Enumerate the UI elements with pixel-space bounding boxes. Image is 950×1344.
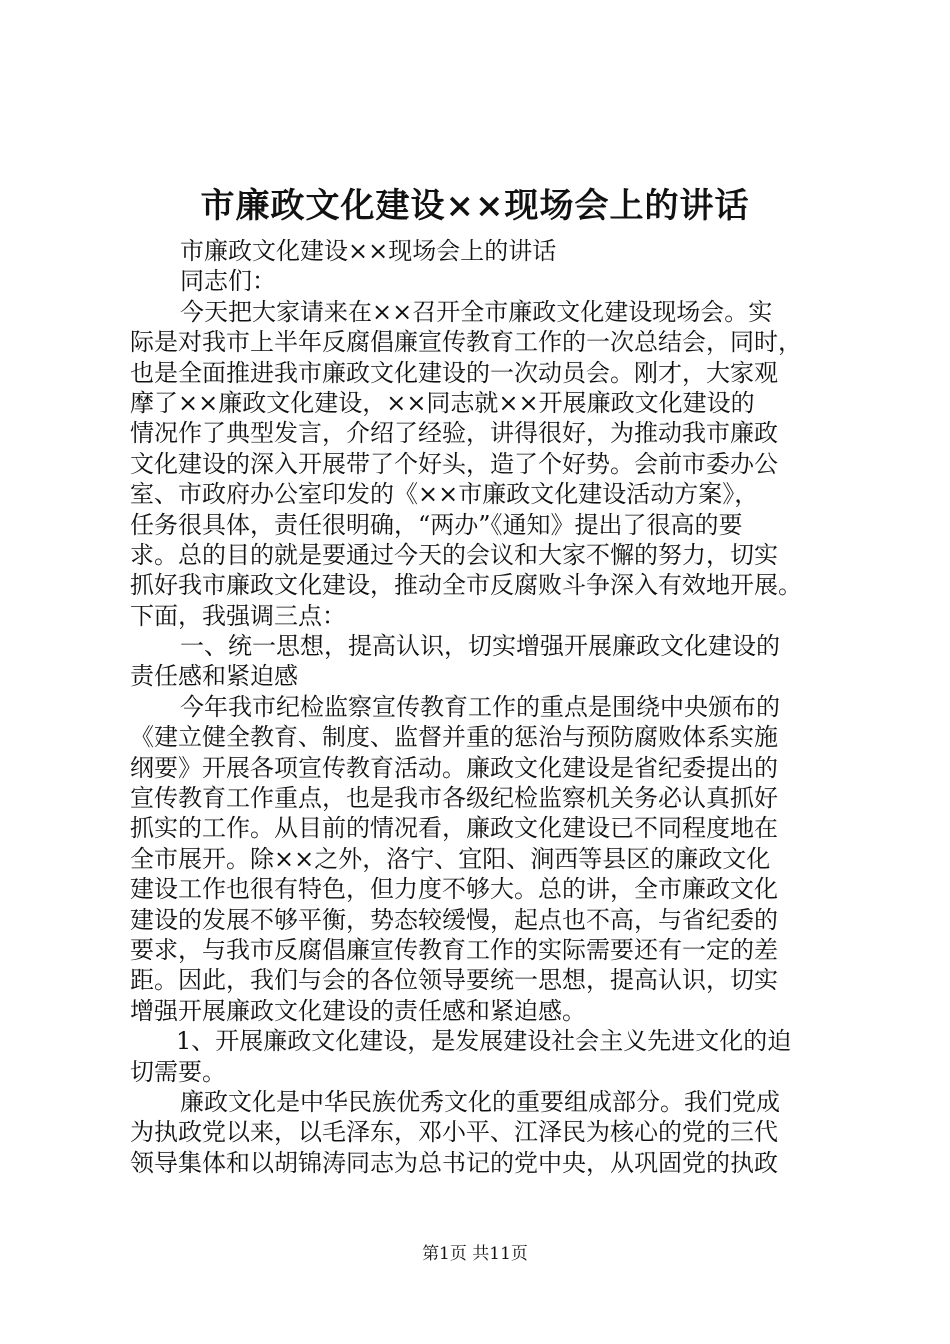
body-line: 领导集体和以胡锦涛同志为总书记的党中央，从巩固党的执政 — [130, 1148, 778, 1177]
body-line: 《建立健全教育、制度、监督并重的惩治与预防腐败体系实施 — [130, 723, 778, 752]
body-line: 今年我市纪检监察宣传教育工作的重点是围绕中央颁布的 — [180, 692, 780, 721]
body-line: 下面，我强调三点： — [130, 601, 346, 630]
body-line: 廉政文化是中华民族优秀文化的重要组成部分。我们党成 — [180, 1087, 780, 1116]
body-line: 际是对我市上半年反腐倡廉宣传教育工作的一次总结会，同时， — [130, 328, 802, 357]
body-line: 也是全面推进我市廉政文化建设的一次动员会。刚才，大家观 — [130, 358, 778, 387]
body-line: 摩了××廉政文化建设，××同志就××开展廉政文化建设的 — [130, 388, 755, 417]
body-line: 任务很具体，责任很明确，“两办”《通知》提出了很高的要 — [130, 510, 743, 539]
body-line: 要求，与我市反腐倡廉宣传教育工作的实际需要还有一定的差 — [130, 935, 778, 964]
body-line: 抓好我市廉政文化建设，推动全市反腐败斗争深入有效地开展。 — [130, 571, 802, 600]
document-body — [130, 236, 830, 1178]
body-line: 同志们： — [180, 267, 276, 296]
body-line: 纲要》开展各项宣传教育活动。廉政文化建设是省纪委提出的 — [130, 753, 778, 782]
body-line: 市廉政文化建设××现场会上的讲话 — [180, 237, 557, 265]
body-line: 1、开展廉政文化建设，是发展建设社会主义先进文化的迫 — [176, 1027, 792, 1056]
body-line: 为执政党以来，以毛泽东，邓小平、江泽民为核心的党的三代 — [130, 1118, 778, 1147]
body-line: 建设工作也很有特色，但力度不够大。总的讲，全市廉政文化 — [130, 875, 778, 904]
body-line: 宣传教育工作重点，也是我市各级纪检监察机关务必认真抓好 — [130, 784, 778, 813]
body-line: 责任感和紧迫感 — [130, 662, 298, 691]
body-line: 情况作了典型发言，介绍了经验，讲得很好，为推动我市廉政 — [130, 419, 778, 448]
body-line: 一、统一思想，提高认识，切实增强开展廉政文化建设的 — [180, 632, 780, 661]
body-line: 室、市政府办公室印发的《××市廉政文化建设活动方案》， — [130, 480, 759, 509]
body-line: 抓实的工作。从目前的情况看，廉政文化建设已不同程度地在 — [130, 814, 778, 843]
body-line: 建设的发展不够平衡，势态较缓慢，起点也不高，与省纪委的 — [130, 905, 778, 934]
body-line: 求。总的目的就是要通过今天的会议和大家不懈的努力，切实 — [130, 540, 778, 569]
page-footer: 第1页 共11页 — [422, 1244, 528, 1264]
body-line: 文化建设的深入开展带了个好头，造了个好势。会前市委办公 — [130, 449, 778, 478]
body-line: 全市展开。除××之外，洛宁、宜阳、涧西等县区的廉政文化 — [130, 844, 771, 873]
document-title: 市廉政文化建设××现场会上的讲话 — [200, 186, 750, 226]
body-line: 切需要。 — [130, 1057, 226, 1086]
body-line: 增强开展廉政文化建设的责任感和紧迫感。 — [130, 996, 586, 1025]
body-line: 距。因此，我们与会的各位领导要统一思想，提高认识，切实 — [130, 966, 778, 995]
body-line: 今天把大家请来在××召开全市廉政文化建设现场会。实 — [180, 297, 773, 326]
